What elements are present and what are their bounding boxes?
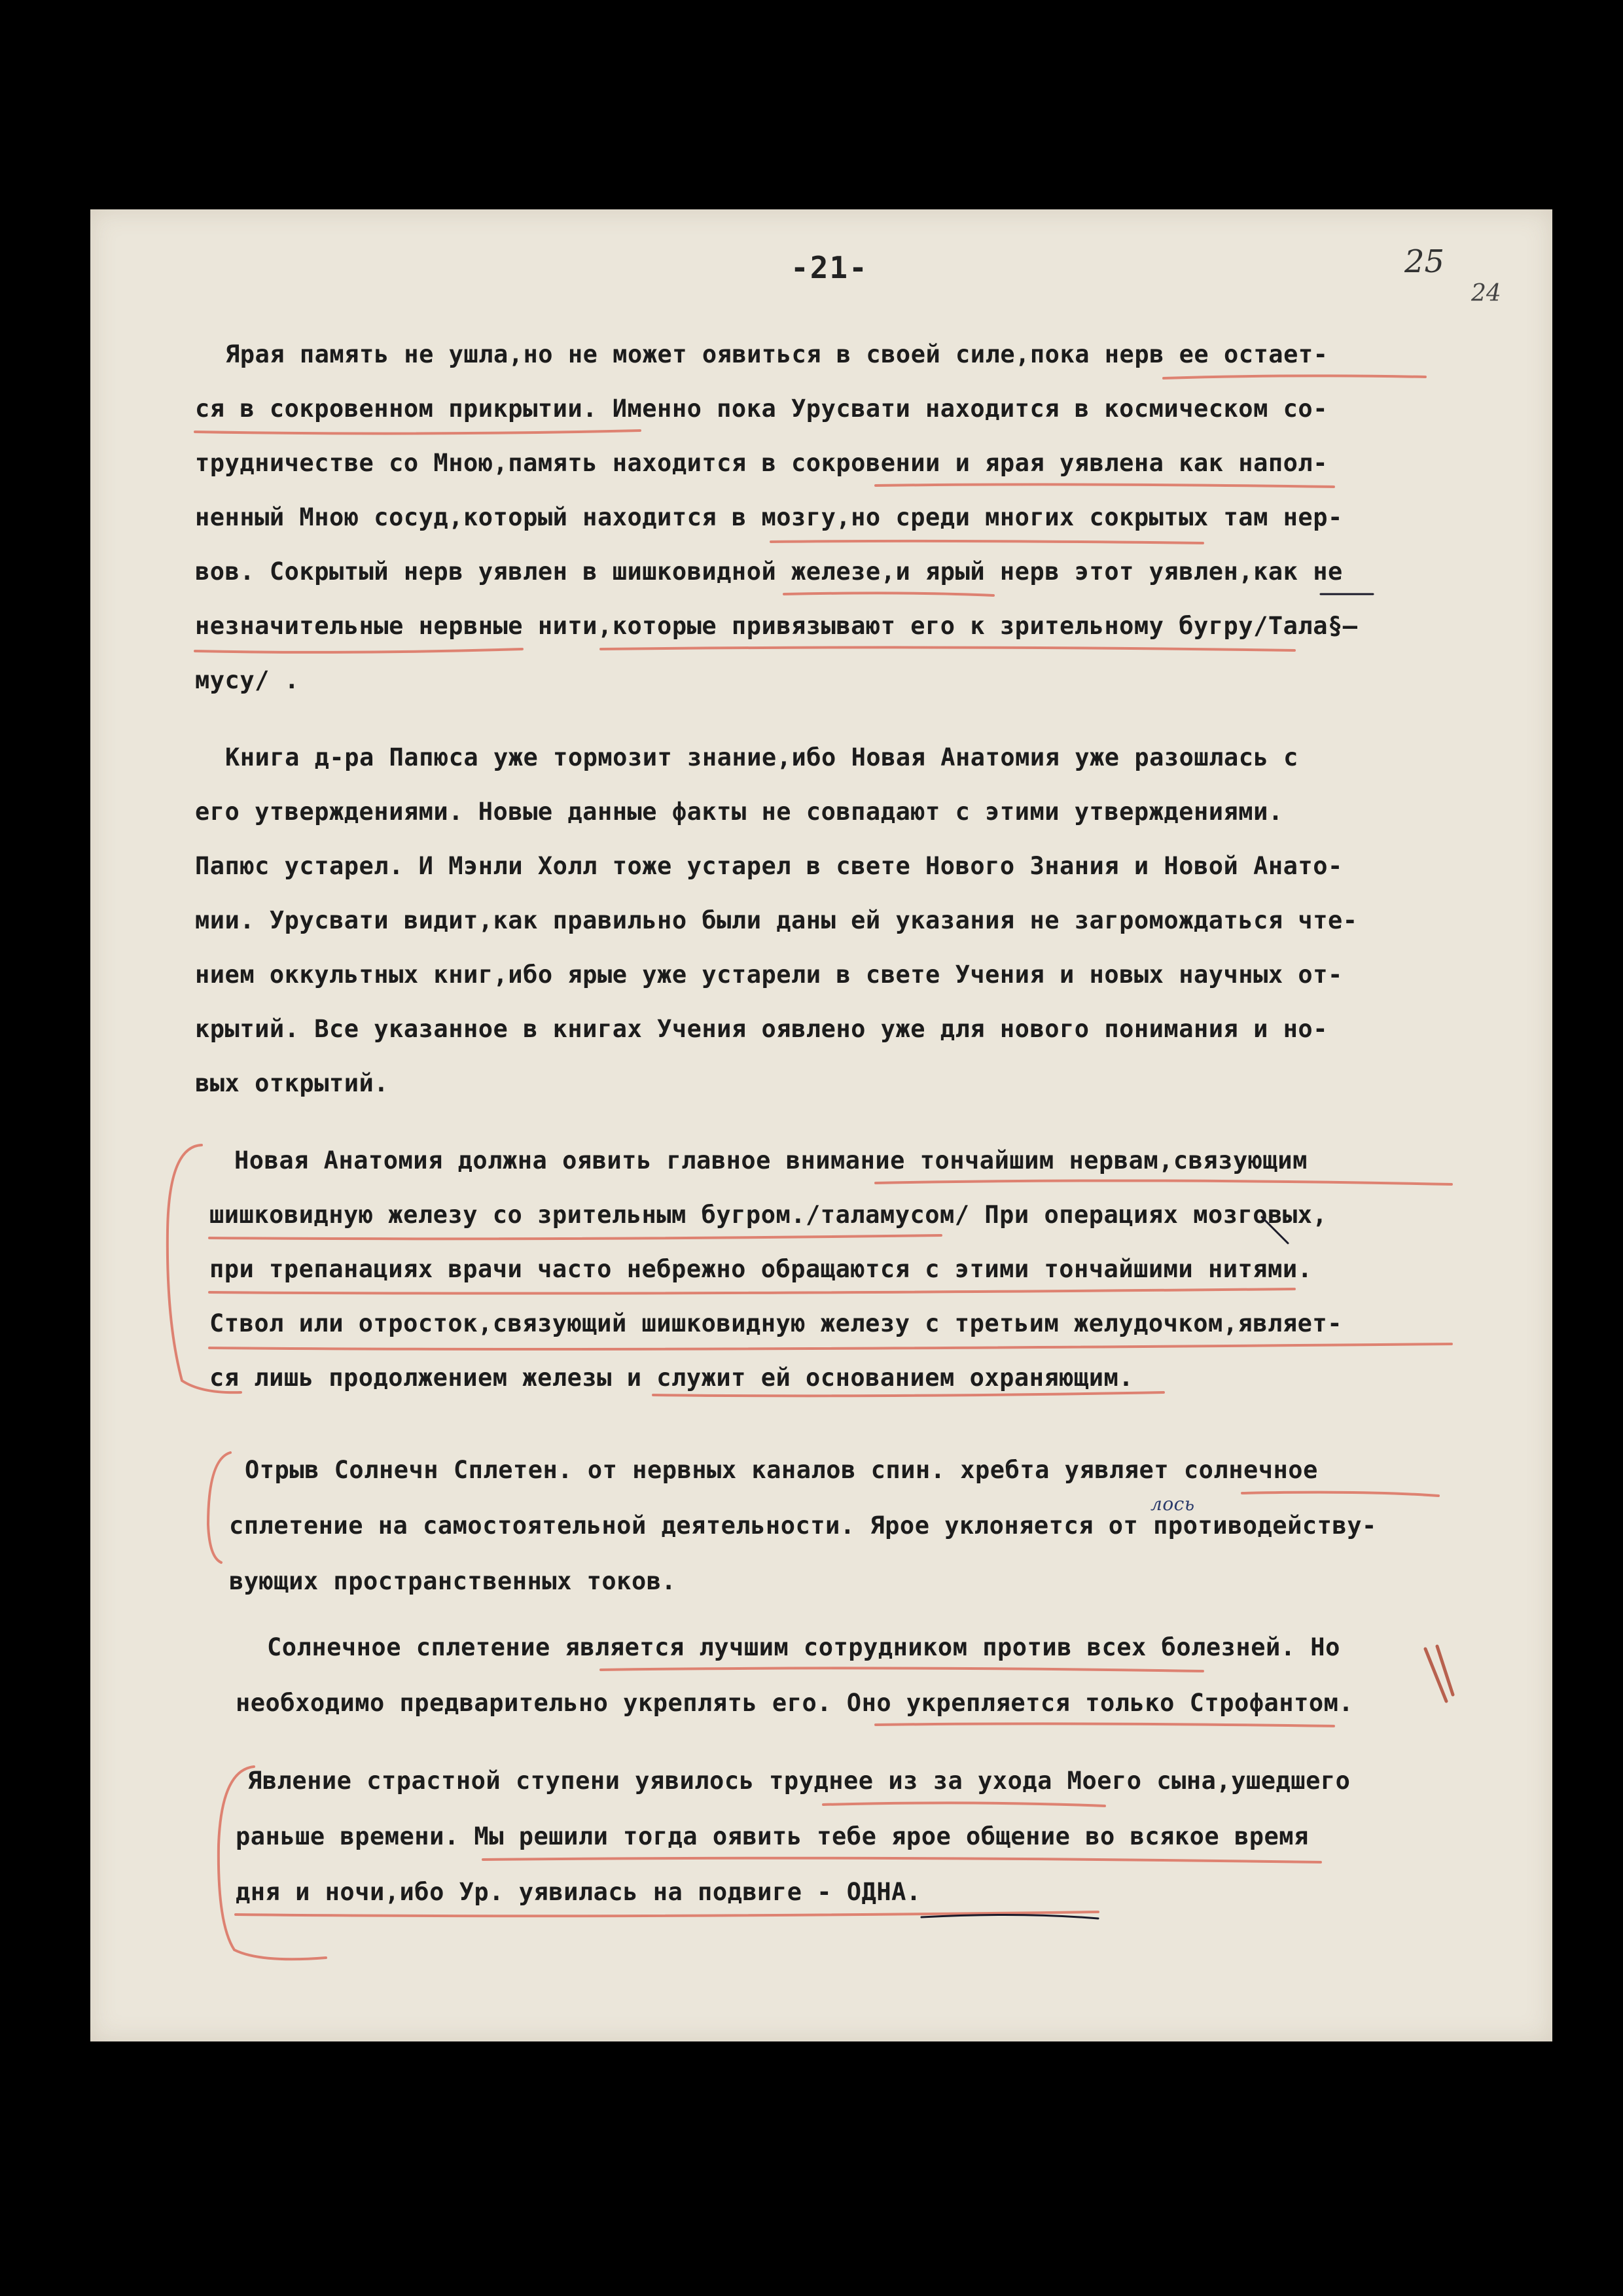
text-line: ненный Мною сосуд,который находится в мозгу,но среди многих сокрытых там нер- [195, 503, 1343, 531]
text-line: раньше времени. Мы решили тогда оявить тебе ярое общение во всякое время [236, 1822, 1309, 1850]
text-line: ся лишь продолжением железы и служит ей основанием охраняющим. [209, 1364, 1134, 1392]
text-line: Новая Анатомия должна оявить главное внимание тончайшим нервам,связующим [234, 1146, 1308, 1174]
text-line: Ствол или отросток,связующий шишковидную железу с третьим желудочком,являет- [209, 1309, 1342, 1337]
text-line: сплетение на самостоятельной деятельности. Ярое уклоняется от противодейству- [229, 1511, 1377, 1540]
text-line: Солнечное сплетение является лучшим сотрудником против всех болезней. Но [267, 1633, 1340, 1661]
text-line: Отрыв Солнечн Сплетен. от нервных каналов спин. хребта уявляет солнечное [245, 1456, 1318, 1484]
text-line: мии. Урусвати видит,как правильно были даны ей указания не загромождаться чте- [195, 906, 1358, 934]
handwritten-insertion: лось [1150, 1493, 1195, 1515]
text-line: трудничестве со Мною,память находится в сокровении и ярая уявлена как напол- [195, 449, 1328, 477]
text-line: Явление страстной ступени уявилось труднее из за ухода Моего сына,ушедшего [247, 1767, 1351, 1795]
text-line: мусу/ . [195, 666, 300, 694]
text-line: дня и ночи,ибо Ур. уявилась на подвиге - ОДНА. [236, 1878, 921, 1906]
text-line: нием оккультных книг,ибо ярые уже устарели в свете Учения и новых научных от- [195, 961, 1343, 989]
text-line: незначительные нервные нити,которые привязывают его к зрительному бугру/Тала§— [195, 612, 1358, 640]
pencil-marks [90, 209, 1552, 2041]
text-line: вых открытий. [195, 1069, 389, 1097]
text-line: его утверждениями. Новые данные факты не совпадают с этими утверждениями. [195, 798, 1283, 826]
text-line: Ярая память не ушла,но не может оявиться в своей силе,пока нерв ее остает- [225, 340, 1329, 368]
text-line: ся в сокровенном прикрытии. Именно пока Урусвати находится в космическом со- [195, 395, 1328, 423]
text-line: Книга д-ра Папюса уже тормозит знание,ибо Новая Анатомия уже разошлась с [225, 743, 1298, 771]
text-line: вов. Сокрытый нерв уявлен в шишковидной железе,и ярый нерв этот уявлен,как не [195, 557, 1343, 586]
text-line: вующих пространственных токов. [229, 1567, 677, 1595]
archive-number: 25 [1404, 243, 1445, 280]
text-line: Папюс устарел. И Мэнли Холл тоже устарел в свете Нового Знания и Новой Анато- [195, 852, 1343, 880]
document-sheet [90, 209, 1552, 2041]
text-line: крытий. Все указанное в книгах Учения оявлено уже для нового понимания и но- [195, 1015, 1328, 1043]
page-number: -21- [791, 250, 868, 285]
text-line: шишковидную железу со зрительным бугром./таламусом/ При операциях мозговых, [209, 1201, 1328, 1229]
text-line: необходимо предварительно укреплять его. Оно укрепляется только Строфантом. [236, 1689, 1354, 1717]
text-line: при трепанациях врачи часто небрежно обращаются с этими тончайшими нитями. [209, 1255, 1313, 1283]
archive-number-secondary: 24 [1471, 280, 1501, 307]
